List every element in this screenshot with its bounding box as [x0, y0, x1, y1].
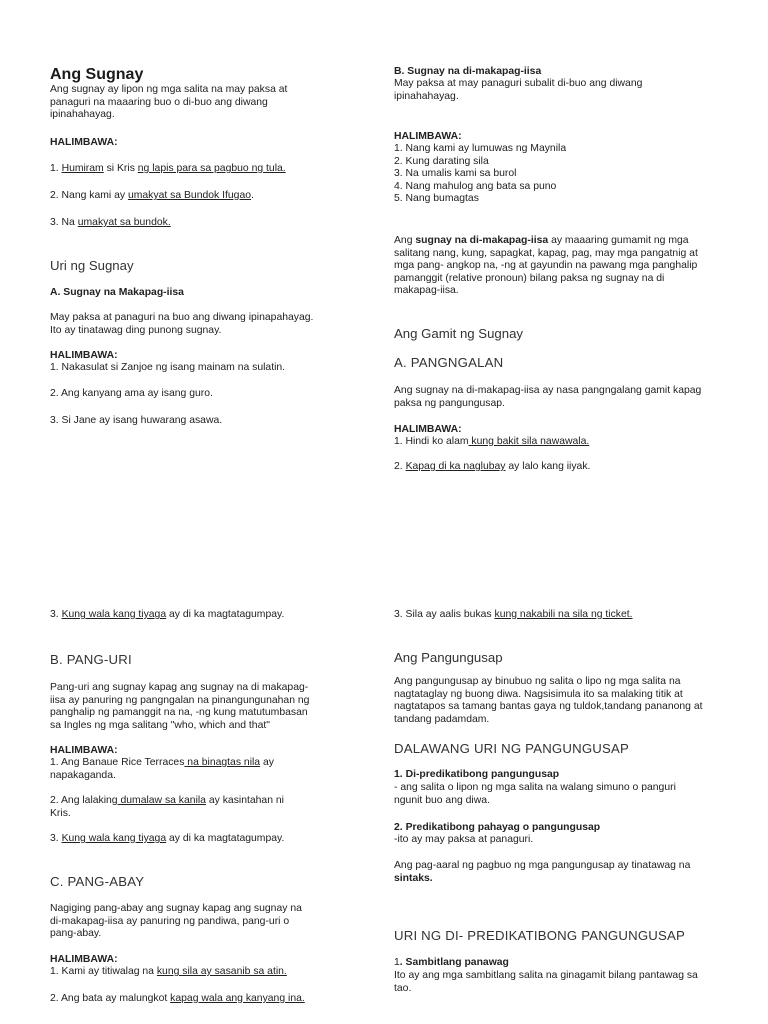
example-text: si Kris [103, 163, 138, 174]
example-number: 1. [50, 163, 62, 174]
text-line: salitang nang, kung, sapagkat, kapag, pag, may mga pangatnig at [394, 247, 698, 259]
example-text: 3. Sila ay aalis bukas [394, 609, 495, 620]
list-item: 1. Nang kami ay lumuwas ng Maynila [394, 143, 567, 154]
example-item [50, 993, 305, 1006]
text-line: Ito ay tinatawag ding punong sugnay. [50, 324, 222, 336]
halimbawa-label: HALIMBAWA: [50, 954, 118, 965]
example-text: ay lalo kang iiyak. [505, 461, 591, 472]
example-text: ay [260, 757, 274, 768]
text-line: nagtatapos sa tamang bantas gaya ng tuldok,tandang pananong at [394, 701, 703, 713]
text-line: ipinahahayag. [50, 109, 115, 121]
text-line: ipinahahayag. [394, 90, 459, 102]
example-item [50, 966, 287, 979]
item-number: 1 [394, 957, 400, 968]
example-item: 1. Nakasulat si Zanjoe ng isang mainam na sulatin. [50, 362, 286, 373]
underlined-clause: kung bakit sila nawawala. [468, 436, 590, 447]
text-span: Ang [394, 235, 416, 246]
underlined-clause: Kapag di ka naglubay [405, 461, 506, 472]
example-item [50, 757, 274, 782]
underlined-clause: kung nakabili na sila ng ticket. [494, 609, 633, 620]
text-line: mga pang- angkop na, -ng at gayundin na pawang mga panghalip [394, 260, 698, 272]
subsection-heading: A. Sugnay na Makapag-iisa [50, 287, 184, 298]
underlined-clause: kapag wala ang kanyang ina. [170, 993, 305, 1004]
text-span: ay maaaring gumamit ng mga [548, 235, 689, 246]
text-line: Ang pag-aaral ng pagbuo ng mga pangungusap ay tinatawag na [394, 860, 691, 871]
text-line: ngunit buo ang diwa. [394, 794, 490, 806]
example-text: 2. Nang kami ay [50, 190, 128, 201]
example-text: 2. Ang bata ay malungkot [50, 993, 171, 1004]
example-text: 2. Ang lalaking [50, 795, 118, 806]
text-line: napakaganda. [50, 769, 116, 781]
example-text: ay di ka magtatagumpay. [166, 609, 285, 620]
text-line: makapag-iisa. [394, 285, 459, 297]
item-title: Predikatibong pahayag o pangungusap [405, 822, 601, 833]
example-item: 3. Si Jane ay isang huwarang asawa. [50, 415, 223, 426]
paragraph: -ito ay may paksa at panaguri. [394, 834, 534, 845]
underlined-clause: dumalaw sa kanila [117, 795, 206, 806]
example-text: 1. Hindi ko alam [394, 436, 469, 447]
section-heading: Ang Gamit ng Sugnay [394, 326, 524, 341]
underlined-clause: umakyat sa bundok. [77, 217, 171, 228]
example-item [50, 833, 284, 846]
paragraph [394, 385, 701, 410]
section-heading: Ang Pangungusap [394, 650, 503, 665]
example-text: 2. [394, 461, 406, 472]
item-number: 1. [394, 769, 406, 780]
section-heading: DALAWANG URI NG PANGUNGUSAP [394, 741, 629, 756]
example-item [50, 795, 284, 820]
bold-term: sintaks. [394, 872, 433, 884]
text-line: Ang sugnay ay lipon ng mga salita na may paksa at [50, 84, 288, 95]
paragraph [394, 782, 676, 807]
section-heading: B. PANG-URI [50, 652, 132, 667]
example-item [394, 461, 590, 474]
text-line: tao. [394, 982, 412, 994]
paragraph [50, 312, 313, 337]
list-item-heading [394, 769, 559, 782]
underlined-clause: Kung wala kang tiyaga [61, 609, 167, 620]
paragraph [394, 78, 642, 103]
text-line [50, 757, 274, 770]
text-line: Nagiging pang-abay ang sugnay kapag ang sugnay na [50, 903, 302, 914]
halimbawa-label: HALIMBAWA: [50, 350, 118, 361]
text-line: iisa ay panuring ng pangngalan na pinangungunahan ng [50, 694, 310, 706]
paragraph [50, 903, 302, 941]
example-text: 1. Kami ay titiwalag na [50, 966, 157, 977]
text-line: Ang sugnay na di-makapag-iisa ay nasa pangngalang gamit kapag [394, 385, 702, 396]
section-heading: C. PANG-ABAY [50, 874, 145, 889]
section-heading: Uri ng Sugnay [50, 258, 134, 273]
example-text: ay di ka magtatagumpay. [166, 833, 285, 844]
underlined-clause: Kung wala kang tiyaga [61, 833, 167, 844]
text-line: nagtataglay ng buong diwa. Nagsisimula ito sa malaking titik at [394, 688, 683, 700]
example-list [394, 143, 566, 206]
text-line: Kris. [50, 807, 71, 819]
text-line: sa Ingles ng mga salitang "who, which and that" [50, 719, 270, 731]
example-text: 3. [50, 833, 62, 844]
text-line: pamanggit (relative pronoun) bilang paksa ng sugnay na di [394, 272, 665, 284]
text-line: Pang-uri ang sugnay kapag ang sugnay na di makapag- [50, 682, 309, 693]
text-line: May paksa at panaguri na buo ang diwang ipinapahayag. [50, 312, 314, 323]
paragraph [394, 860, 690, 885]
halimbawa-label: HALIMBAWA: [50, 137, 118, 148]
underlined-clause: ng lapis para sa pagbuo ng tula. [137, 163, 286, 174]
text-line: May paksa at may panaguri subalit di-buo ang diwang [394, 78, 643, 89]
item-number: 2. [394, 822, 406, 833]
text-line: - ang salita o lipon ng mga salita na walang simuno o panguri [394, 782, 676, 793]
section-heading: URI NG DI- PREDIKATIBONG PANGUNGUSAP [394, 928, 686, 943]
intro-paragraph [50, 84, 287, 122]
underlined-clause: na binagtas nila [184, 757, 261, 768]
halimbawa-label: HALIMBAWA: [50, 745, 118, 756]
list-item: 4. Nang mahulog ang bata sa puno [394, 180, 557, 192]
example-text: 1. Ang Banaue Rice Terraces [50, 757, 185, 768]
subsection-heading: B. Sugnay na di-makapag-iisa [394, 66, 542, 77]
example-item [394, 436, 589, 449]
text-line: di-makapag-iisa ay panuring ng pandiwa, pang-uri o [50, 915, 290, 927]
item-title: Di-predikatibong pangungusap [405, 769, 560, 780]
example-text: 3. [50, 609, 62, 620]
example-item [50, 217, 171, 230]
paragraph [50, 682, 309, 732]
paragraph [394, 676, 703, 726]
underlined-clause: Humiram [61, 163, 104, 174]
text-line: pang-abay. [50, 928, 102, 940]
paragraph [394, 970, 698, 995]
text-line [50, 795, 284, 808]
list-item-heading [394, 822, 600, 835]
example-text: 3. Na [50, 217, 78, 228]
example-item [50, 609, 284, 622]
example-text: . [251, 190, 254, 201]
example-item [50, 163, 286, 176]
text-line: paksa ng pangungusap. [394, 397, 505, 409]
halimbawa-label: HALIMBAWA: [394, 424, 462, 435]
list-item: 3. Na umalis kami sa burol [394, 168, 517, 180]
list-item-heading [394, 957, 509, 970]
example-text: ay kasintahan ni [205, 795, 284, 806]
text-line: Ang pangungusap ay binubuo ng salita o lipo ng mga salita na [394, 676, 681, 687]
halimbawa-label: HALIMBAWA: [394, 131, 462, 142]
underlined-clause: umakyat sa Bundok Ifugao [127, 190, 252, 201]
text-line: panaguri na maaaring buo o di-buo ang diwang [50, 96, 268, 108]
text-line: tandang padamdam. [394, 713, 490, 725]
example-item [50, 190, 254, 203]
page-title: Ang Sugnay [50, 66, 144, 83]
item-title: . Sambitlang panawag [399, 957, 509, 968]
text-line: Ito ay ang mga sambitlang salita na ginagamit bilang pantawag sa [394, 970, 698, 981]
paragraph [394, 235, 698, 298]
example-item [394, 609, 633, 622]
list-item: 5. Nang bumagtas [394, 193, 479, 205]
section-heading: A. PANGNGALAN [394, 355, 504, 370]
bold-term: sugnay na di-makapag-iisa [415, 235, 549, 246]
text-line [394, 235, 698, 248]
example-item: 2. Ang kanyang ama ay isang guro. [50, 388, 213, 399]
list-item: 2. Kung darating sila [394, 155, 489, 167]
underlined-clause: kung sila ay sasanib sa atin. [156, 966, 287, 977]
text-line: panghalip ng pamanggit na na, -ng kung matutumbasan [50, 707, 308, 719]
